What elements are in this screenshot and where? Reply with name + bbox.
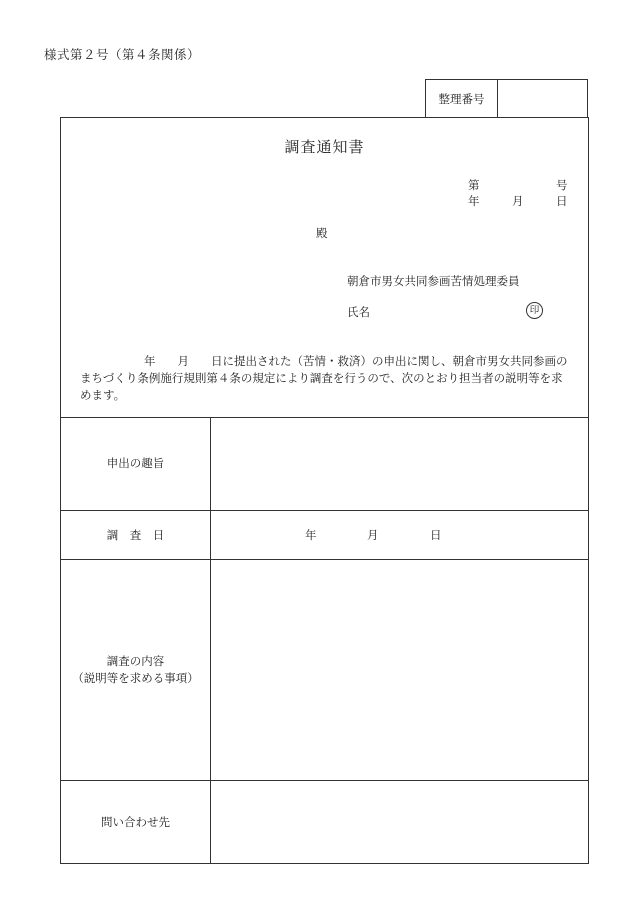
table-row: [61, 417, 588, 511]
investigation-month: 月: [367, 528, 379, 542]
form-number-label: 様式第２号（第４条関係）: [44, 47, 201, 62]
body-text: 日に提出された（苦情・救済）の申出に関し、朝倉市男女共同参画のまちづくり条例施行規則第４条の規定により調査を行うので、次のとおり担当者の説明等を求めます。: [80, 354, 568, 402]
row-label: 調 査 日: [106, 527, 165, 542]
request-purpose-label: [61, 417, 211, 510]
table-row: [61, 511, 588, 560]
addressee-honorific: 殿: [316, 226, 328, 240]
contact-field[interactable]: [211, 781, 588, 863]
document-title: 調査通知書: [284, 138, 365, 156]
investigation-date-field[interactable]: [211, 511, 588, 559]
issue-date-day: 日: [556, 194, 568, 208]
reference-number-label: 整理番号: [426, 80, 498, 117]
body-month: 月: [177, 354, 189, 368]
reference-number-box: [425, 79, 588, 117]
request-purpose-field[interactable]: [211, 417, 588, 510]
row-label: 申出の趣旨: [106, 456, 165, 470]
issue-date-month: 月: [512, 194, 524, 208]
notice-body: [80, 353, 572, 404]
notice-form: [60, 117, 589, 864]
notice-section: [61, 118, 588, 418]
issuer-name-label: 氏名: [347, 305, 370, 319]
investigation-content-label: [61, 560, 211, 780]
investigation-year: 年: [305, 528, 317, 542]
row-label: 調査の内容: [106, 654, 165, 668]
contact-label: [61, 781, 211, 863]
document-number-suffix: 号: [556, 178, 568, 192]
document-number-prefix: 第: [468, 178, 480, 192]
investigation-day: 日: [430, 528, 442, 542]
table-row: [61, 560, 588, 781]
row-sublabel: （説明等を求める事項）: [72, 671, 199, 685]
table-row: [61, 781, 588, 863]
reference-number-field[interactable]: [498, 80, 587, 117]
investigation-date-label: [61, 511, 211, 559]
seal-icon: 印: [526, 302, 543, 319]
row-label: 問い合わせ先: [101, 814, 170, 829]
body-year: 年: [144, 354, 156, 368]
issue-date-year: 年: [468, 194, 480, 208]
investigation-content-field[interactable]: [211, 560, 588, 780]
issuer-title: 朝倉市男女共同参画苦情処理委員: [347, 274, 520, 288]
